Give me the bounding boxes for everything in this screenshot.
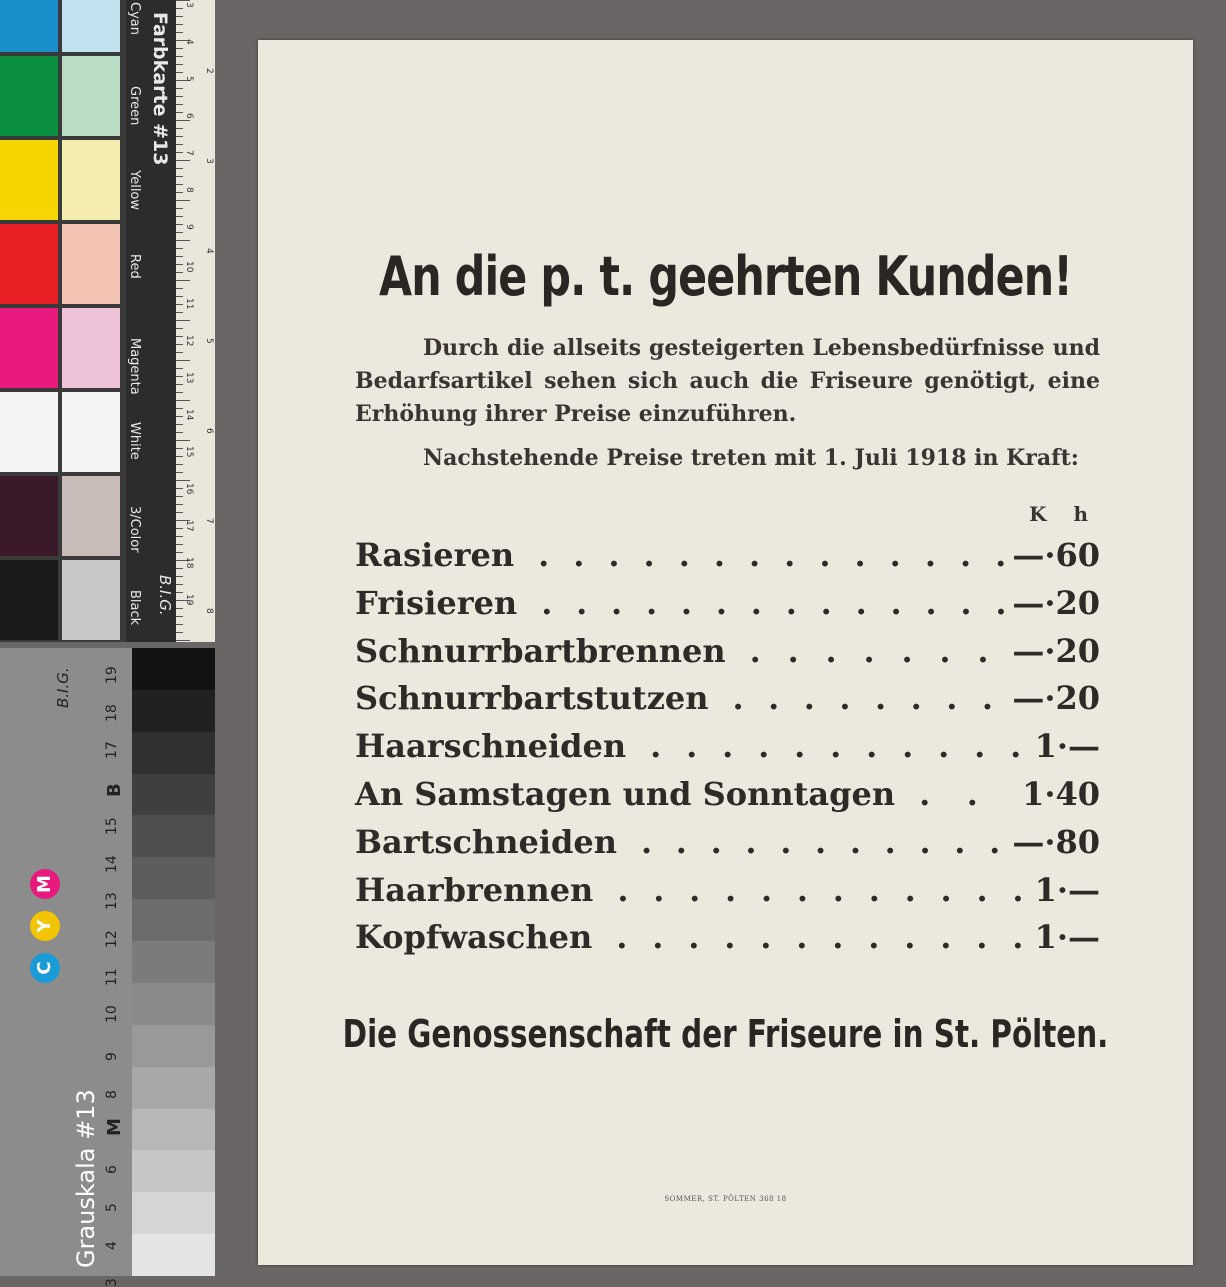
ruler-tick (176, 456, 183, 457)
service-name: Haarschneiden (355, 727, 627, 766)
ruler-tick (176, 48, 183, 49)
price-row (355, 536, 1100, 584)
price-row (355, 727, 1100, 775)
ruler-number: 4 (184, 39, 194, 45)
dot-leader: ............ (617, 870, 1049, 909)
ruler-tick (176, 448, 183, 449)
ruler-inch-number: 2 (204, 68, 214, 74)
ruler-tick (176, 616, 183, 617)
swatch-white-light (62, 392, 120, 472)
service-name: Schnurrbartstutzen (355, 679, 709, 718)
price-row (355, 918, 1100, 966)
ruler-tick (176, 472, 183, 473)
service-price: 1·— (1034, 918, 1100, 957)
gray-step (132, 690, 215, 732)
gray-scale-number: 17 (104, 741, 120, 760)
service-price: —·60 (1012, 536, 1100, 574)
ruler-number: 13 (184, 372, 194, 384)
swatch-white-strong (0, 392, 58, 472)
ruler-inch-number: 4 (204, 248, 214, 254)
ruler-number: 10 (184, 261, 194, 273)
dot-leader: ............ (616, 918, 1049, 957)
service-name: Haarbrennen (355, 870, 594, 909)
ruler-tick (176, 200, 190, 201)
gray-scale-number: 11 (104, 967, 120, 986)
ruler-number: 6 (184, 113, 194, 119)
ruler-number: 5 (184, 76, 194, 82)
ruler-tick (176, 64, 183, 65)
ruler-tick (176, 336, 183, 337)
ruler-number: 17 (184, 520, 194, 532)
swatch-cyan-strong (0, 0, 58, 52)
ruler-tick (176, 432, 183, 433)
color-label: Magenta (127, 338, 142, 395)
ruler-tick (176, 408, 183, 409)
ruler-tick (176, 384, 183, 385)
ruler-tick (176, 488, 183, 489)
gray-step (132, 857, 215, 899)
ruler-tick (176, 312, 183, 313)
gray-scale-number: 19 (104, 666, 120, 684)
ruler-tick (176, 208, 183, 209)
service-name: Schnurrbartbrennen (355, 631, 726, 670)
ruler-number: 16 (184, 483, 194, 495)
ruler-tick (176, 120, 190, 121)
gray-scale-number: 5 (104, 1202, 120, 1212)
service-price: —·80 (1012, 822, 1100, 861)
gray-scale-number: 13 (104, 892, 120, 911)
price-row (355, 775, 1100, 823)
service-price: —·20 (1012, 679, 1100, 718)
ruler-tick (176, 56, 183, 57)
service-name: An Samstagen und Sonntagen (355, 775, 896, 813)
service-price: 1·— (1034, 870, 1100, 909)
swatch-green-strong (0, 56, 58, 136)
dot-leader: ....... (749, 631, 1016, 670)
swatch-red-light (62, 224, 120, 304)
ruler-number: 14 (184, 409, 194, 421)
service-name: Frisieren (355, 583, 518, 622)
ruler-number: 15 (184, 446, 194, 458)
ruler-tick (176, 320, 190, 321)
intro-paragraph: Durch die allseits gesteigerten Lebensbedürfnisse und Bedarfsartikel sehen sich auch die Friseure genötigt, eine Erhöhung ihrer Preise einzuführen. (355, 335, 1100, 427)
ruler-tick (176, 288, 183, 289)
gray-step (132, 1150, 215, 1192)
poster-title: An die p. t. geehrten Kunden! (379, 245, 1072, 308)
ruler-tick (176, 368, 183, 369)
gray-scale-number: 4 (104, 1240, 120, 1250)
ruler-tick (176, 304, 183, 305)
gray-scale (0, 648, 215, 1287)
ruler-tick (176, 192, 183, 193)
ruler-number: 9 (184, 224, 194, 230)
ruler-tick (176, 608, 183, 609)
price-row (355, 584, 1100, 632)
ruler-tick (176, 88, 183, 89)
ruler-tick (176, 480, 190, 481)
gray-step (132, 983, 215, 1025)
ruler-number: 3 (184, 2, 194, 8)
ruler-tick (176, 136, 183, 137)
gray-scale-brand: B.I.G. (54, 667, 72, 708)
ruler-tick (176, 376, 183, 377)
ruler-tick (176, 8, 183, 9)
cym-marker-y: Y (30, 911, 60, 941)
ruler-tick (176, 112, 183, 113)
ruler-tick (176, 144, 183, 145)
swatch-yellow-light (62, 140, 120, 220)
service-price: 1·— (1034, 727, 1100, 766)
dot-leader: .. (919, 775, 1015, 813)
ruler-tick (176, 400, 190, 401)
swatch-black-strong (0, 560, 58, 640)
gray-step (132, 815, 215, 857)
ruler-tick (176, 344, 183, 345)
ruler-tick (176, 360, 190, 361)
ruler-tick (176, 104, 183, 105)
gray-scale-number: 10 (104, 1005, 120, 1024)
ruler-tick (176, 16, 183, 17)
ruler-tick (176, 440, 190, 441)
color-label: Yellow (127, 170, 142, 211)
ruler-tick (176, 496, 183, 497)
color-chart-ruler (176, 0, 215, 642)
ruler-tick (176, 528, 183, 529)
service-price: —·20 (1012, 583, 1100, 622)
ruler-tick (176, 176, 183, 177)
ruler-tick (176, 264, 183, 265)
ruler-tick (176, 240, 190, 241)
ruler-tick (176, 544, 183, 545)
ruler-tick (176, 328, 183, 329)
ruler-tick (176, 464, 183, 465)
ruler-tick (176, 568, 183, 569)
gray-step (132, 732, 215, 774)
ruler-tick (176, 224, 183, 225)
gray-step (132, 774, 215, 816)
gray-steps (132, 648, 215, 1276)
ruler-tick (176, 256, 183, 257)
color-label: Green (127, 86, 142, 126)
ruler-number: 18 (184, 557, 194, 569)
gray-scale-number: 8 (104, 1089, 120, 1099)
ruler-tick (176, 592, 183, 593)
printer-imprint: SOMMER, ST. PÖLTEN 368 18 (664, 1195, 787, 1203)
color-label: 3/Color (127, 506, 142, 553)
ruler-tick (176, 352, 183, 353)
color-chart (0, 0, 215, 642)
ruler-tick (176, 280, 190, 281)
service-name: Kopfwaschen (355, 918, 593, 957)
dot-leader: ........ (732, 679, 1018, 718)
ruler-number: 12 (184, 335, 194, 347)
service-price: 1·40 (1022, 775, 1100, 813)
ruler-tick (176, 184, 183, 185)
price-row (355, 679, 1100, 727)
gray-step (132, 1109, 215, 1151)
ruler-tick (176, 0, 190, 1)
gray-step (132, 1067, 215, 1109)
gray-scale-number: 6 (104, 1165, 120, 1175)
dot-leader: .............. (538, 536, 1031, 574)
ruler-tick (176, 32, 183, 33)
ruler-inch-number: 3 (204, 158, 214, 164)
ruler-tick (176, 160, 190, 161)
gray-scale-number: 14 (104, 854, 120, 873)
dot-leader: ........... (640, 822, 1024, 861)
gray-scale-number: B (104, 783, 125, 798)
poster-signature: Die Genossenschaft der Friseure in St. Pölten. (342, 1012, 1109, 1056)
swatch-yellow-strong (0, 140, 58, 220)
gray-scale-number: 15 (104, 816, 120, 835)
ruler-tick (176, 640, 190, 641)
gray-step (132, 648, 215, 690)
swatch-magenta-light (62, 308, 120, 388)
service-name: Rasieren (355, 536, 515, 574)
poster-sheet (258, 40, 1193, 1265)
gray-scale-number: 18 (104, 703, 120, 722)
ruler-tick (176, 416, 183, 417)
gray-step (132, 1025, 215, 1067)
swatch-3color-strong (0, 476, 58, 556)
ruler-number: 11 (184, 298, 194, 310)
color-chart-brand: B.I.G. (156, 575, 174, 616)
gray-scale-number: 12 (104, 930, 120, 948)
cym-marker-m: M (30, 869, 60, 899)
gray-step (132, 941, 215, 983)
ruler-tick (176, 216, 183, 217)
ruler-tick (176, 584, 183, 585)
ruler-tick (176, 232, 183, 233)
ruler-number: 7 (184, 150, 194, 156)
ruler-number: 19 (184, 594, 194, 606)
ruler-inch-number: 5 (204, 338, 214, 344)
gray-scale-number: 9 (104, 1052, 120, 1061)
ruler-tick (176, 128, 183, 129)
swatch-cyan-light (62, 0, 120, 52)
ruler-tick (176, 96, 183, 97)
swatch-green-light (62, 56, 120, 136)
gray-step (132, 899, 215, 941)
service-price: —·20 (1012, 631, 1100, 670)
ruler-tick (176, 24, 183, 25)
swatch-red-strong (0, 224, 58, 304)
ruler-tick (176, 392, 183, 393)
gray-step (132, 1192, 215, 1234)
dot-leader: .............. (541, 583, 1031, 622)
service-name: Bartschneiden (355, 822, 617, 861)
color-label: Red (127, 254, 142, 279)
color-chart-title: Farbkarte #13 (149, 12, 171, 166)
color-label: Black (127, 590, 142, 626)
color-label: Cyan (127, 2, 142, 35)
ruler-tick (176, 424, 183, 425)
ruler-tick (176, 576, 183, 577)
ruler-number: 8 (184, 187, 194, 193)
ruler-tick (176, 624, 183, 625)
cym-marker-c: C (30, 953, 60, 983)
color-label: White (127, 422, 142, 460)
swatch-black-light (62, 560, 120, 640)
price-row (355, 823, 1100, 871)
ruler-tick (176, 632, 183, 633)
ruler-tick (176, 552, 183, 553)
ruler-tick (176, 512, 183, 513)
price-row (355, 871, 1100, 919)
ruler-tick (176, 152, 183, 153)
color-chart-label-strip (126, 0, 176, 642)
price-row (355, 632, 1100, 680)
ruler-inch-number: 7 (204, 518, 214, 524)
ruler-inch-number: 8 (204, 608, 214, 614)
ruler-tick (176, 72, 183, 73)
dot-leader: ........... (650, 727, 1047, 766)
swatch-magenta-strong (0, 308, 58, 388)
ruler-tick (176, 248, 183, 249)
effective-date-paragraph: Nachstehende Preise treten mit 1. Juli 1918 in Kraft: (423, 445, 1079, 471)
ruler-tick (176, 504, 183, 505)
gray-scale-number: 3 (104, 1278, 120, 1287)
currency-units: K h (1029, 502, 1098, 526)
ruler-tick (176, 296, 183, 297)
ruler-tick (176, 272, 183, 273)
swatch-3color-light (62, 476, 120, 556)
gray-step (132, 1234, 215, 1276)
gray-scale-title: Grauskala #13 (72, 1089, 100, 1268)
ruler-tick (176, 536, 183, 537)
ruler-tick (176, 168, 183, 169)
gray-scale-number: M (104, 1118, 125, 1137)
ruler-inch-number: 6 (204, 428, 214, 434)
